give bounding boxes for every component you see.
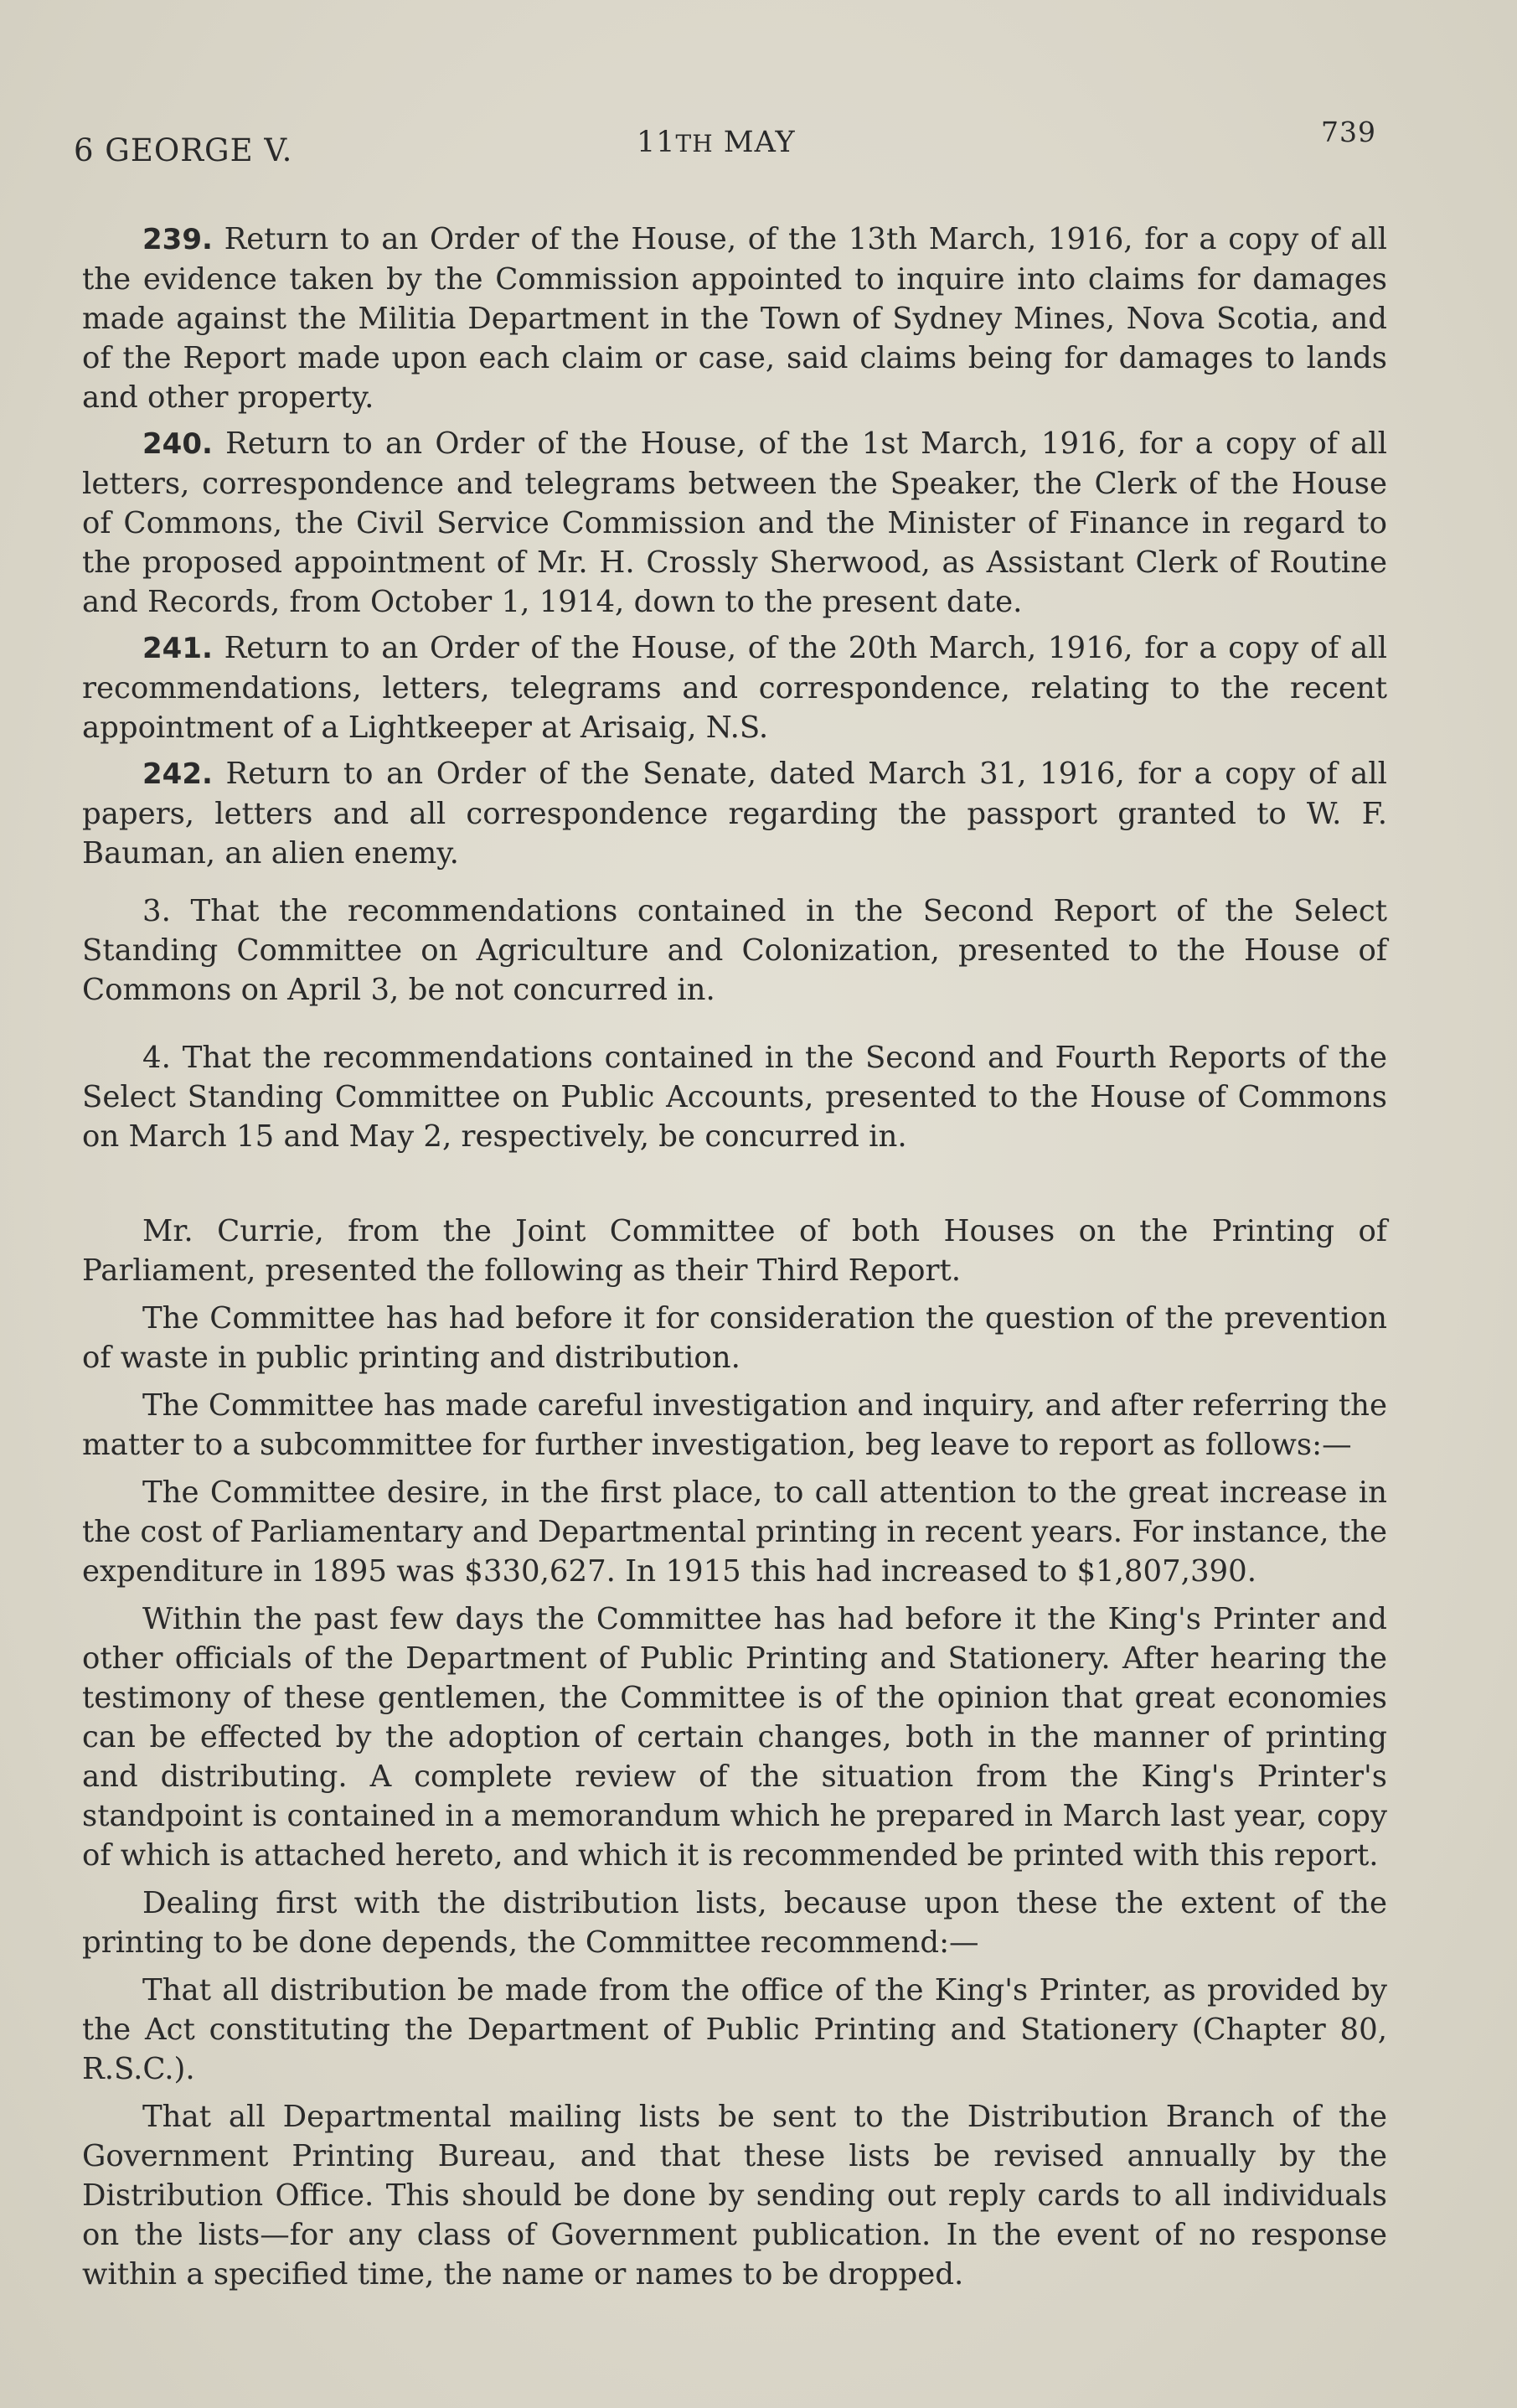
item-number: 239.	[142, 223, 213, 256]
report-paragraph: The Committee desire, in the first place, to call attention to the great increase in the cost of Parliamentary and Departmental printing in recent years. For instance, the expenditure in 1895 was $330,627. In 1915 this had increased to $1,807,390.	[82, 1475, 1387, 1589]
report-paragraph: Within the past few days the Committee has had before it the King's Printer and other officials of the Department of Public Printing and Stationery. After hearing the testimony of these gentlemen, the Committee is of the opinion that great economies can be effected by the adoption of certain changes, both in the manner of printing and distributing. A complete review of the situation from the King's Printer's standpoint is contained in a memorandum which he prepared in March last year, copy of which is attached hereto, and which it is recommended be printed with this report.	[82, 1602, 1387, 1873]
report-intro: Mr. Currie, from the Joint Committee of both Houses on the Printing of Parliament, presented the following as their Third Report.	[82, 1214, 1387, 1288]
resolution-paragraph: 3. That the recommendations contained in the Second Report of the Select Standing Committee on Agriculture and Colonization, presented to the House of Commons on April 3, be not concurred in.	[82, 894, 1387, 1007]
item-text: Return to an Order of the House, of the 20th March, 1916, for a copy of all recommendations, letters, telegrams and correspondence, relating to the recent appointment of a Lightkeeper at Arisaig, N.S.	[82, 631, 1387, 745]
page-date	[637, 126, 796, 159]
date-day: 11	[637, 126, 676, 159]
item-number: 241.	[142, 632, 213, 665]
item-text: Return to an Order of the House, of the 13th March, 1916, for a copy of all the evidence taken by the Commission appointed to inquire into claims for damages made against the Militia Department in the Town of Sydney Mines, Nova Scotia, and of the Report made upon each claim or case, said claims being for damages to lands and other property.	[82, 222, 1387, 415]
resolution-paragraph: 4. That the recommendations contained in the Second and Fourth Reports of the Select Standing Committee on Public Accounts, presented to the House of Commons on March 15 and May 2, respectively, be concurred in.	[82, 1041, 1387, 1154]
body-text	[82, 220, 1387, 2302]
item-text: Return to an Order of the House, of the 1st March, 1916, for a copy of all letters, correspondence and telegrams between the Speaker, the Clerk of the House of Commons, the Civil Service Commission and the Minister of Finance in regard to the proposed appointment of Mr. H. Crossly Sherwood, as Assistant Clerk of Routine and Records, from October 1, 1914, down to the present date.	[82, 426, 1387, 619]
report-paragraph: That all distribution be made from the office of the King's Printer, as provided by the Act constituting the Department of Public Printing and Stationery (Chapter 80, R.S.C.).	[82, 1973, 1387, 2086]
return-item	[82, 220, 1387, 417]
return-item	[82, 424, 1387, 622]
report-paragraph: That all Departmental mailing lists be sent to the Distribution Branch of the Government Printing Bureau, and that these lists be revised annually by the Distribution Office. This should be done by sending out reply cards to all individuals on the lists—for any class of Government publication. In the event of no response within a specified time, the name or names to be dropped.	[82, 2100, 1387, 2292]
running-head	[74, 116, 1380, 176]
regnal-year: 6 GEORGE V.	[74, 132, 293, 168]
report-paragraph: The Committee has made careful investigation and inquiry, and after referring the matter to a subcommittee for further investigation, beg leave to report as follows:—	[82, 1388, 1387, 1462]
item-text: Return to an Order of the Senate, dated March 31, 1916, for a copy of all papers, letters and all correspondence regarding the passport granted to W. F. Bauman, an alien enemy.	[82, 757, 1387, 871]
date-ordinal: TH	[675, 130, 714, 158]
item-number: 240.	[142, 427, 213, 461]
page-number: 739	[1321, 116, 1376, 148]
item-number: 242.	[142, 757, 213, 791]
report-paragraph: Dealing first with the distribution lists, because upon these the extent of the printing to be done depends, the Committee recommend:—	[82, 1886, 1387, 1960]
return-item	[82, 754, 1387, 873]
date-month: MAY	[713, 126, 796, 159]
report-paragraph: The Committee has had before it for consideration the question of the prevention of waste in public printing and distribution.	[82, 1301, 1387, 1375]
return-item	[82, 628, 1387, 747]
section-gap	[82, 1156, 1387, 1212]
